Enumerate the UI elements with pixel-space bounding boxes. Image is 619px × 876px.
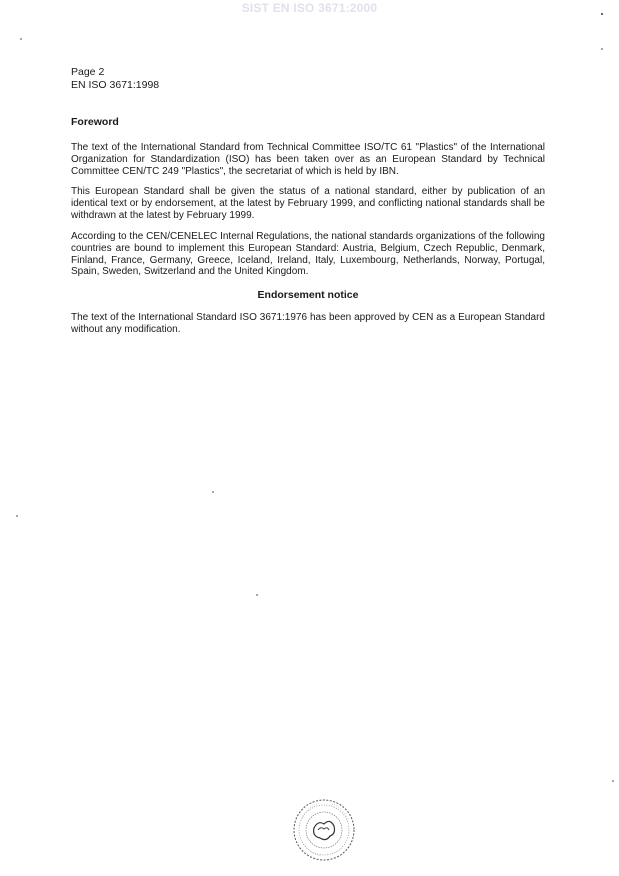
scan-speck: [256, 594, 258, 596]
scan-speck: [601, 13, 603, 15]
scan-speck: [20, 38, 22, 40]
endorsement-heading: Endorsement notice: [257, 289, 359, 301]
scan-speck: [212, 491, 214, 493]
standard-reference: EN ISO 3671:1998: [71, 79, 160, 91]
endorsement-paragraph: The text of the International Standard ISO 3671:1976 has been approved by CEN as a European Standard without any modification.: [71, 312, 545, 335]
foreword-paragraph-2: This European Standard shall be given the status of a national standard, either by publication of an identical text or by endorsement, at the latest by February 1999, and conflicting national standards shall be withdrawn at the latest by February 1999.: [71, 186, 545, 221]
scan-speck: [16, 515, 18, 517]
watermark: SIST EN ISO 3671:2000: [241, 1, 378, 15]
scan-speck: [601, 48, 603, 50]
official-seal-stamp-icon: [292, 798, 356, 862]
foreword-heading: Foreword: [71, 116, 119, 128]
foreword-paragraph-1: The text of the International Standard from Technical Committee ISO/TC 61 "Plastics" of the International Organization for Standardization (ISO) has been taken over as an European Standard by Technical Committee CEN/TC 249 "Plastics", the secretariat of which is held by IBN.: [71, 142, 545, 177]
foreword-paragraph-3: According to the CEN/CENELEC Internal Regulations, the national standards organizations of the following countries are bound to implement this European Standard: Austria, Belgium, Czech Republic, Denmark, Finland, France, Germany, Greece, Iceland, Ireland, Italy, Luxembourg, Netherlands, Norway, Portugal, Spain, Sweden, Switzerland and the United Kingdom.: [71, 231, 545, 278]
page-number: Page 2: [71, 66, 105, 78]
scan-speck: [612, 780, 614, 782]
page-header: [71, 66, 159, 92]
